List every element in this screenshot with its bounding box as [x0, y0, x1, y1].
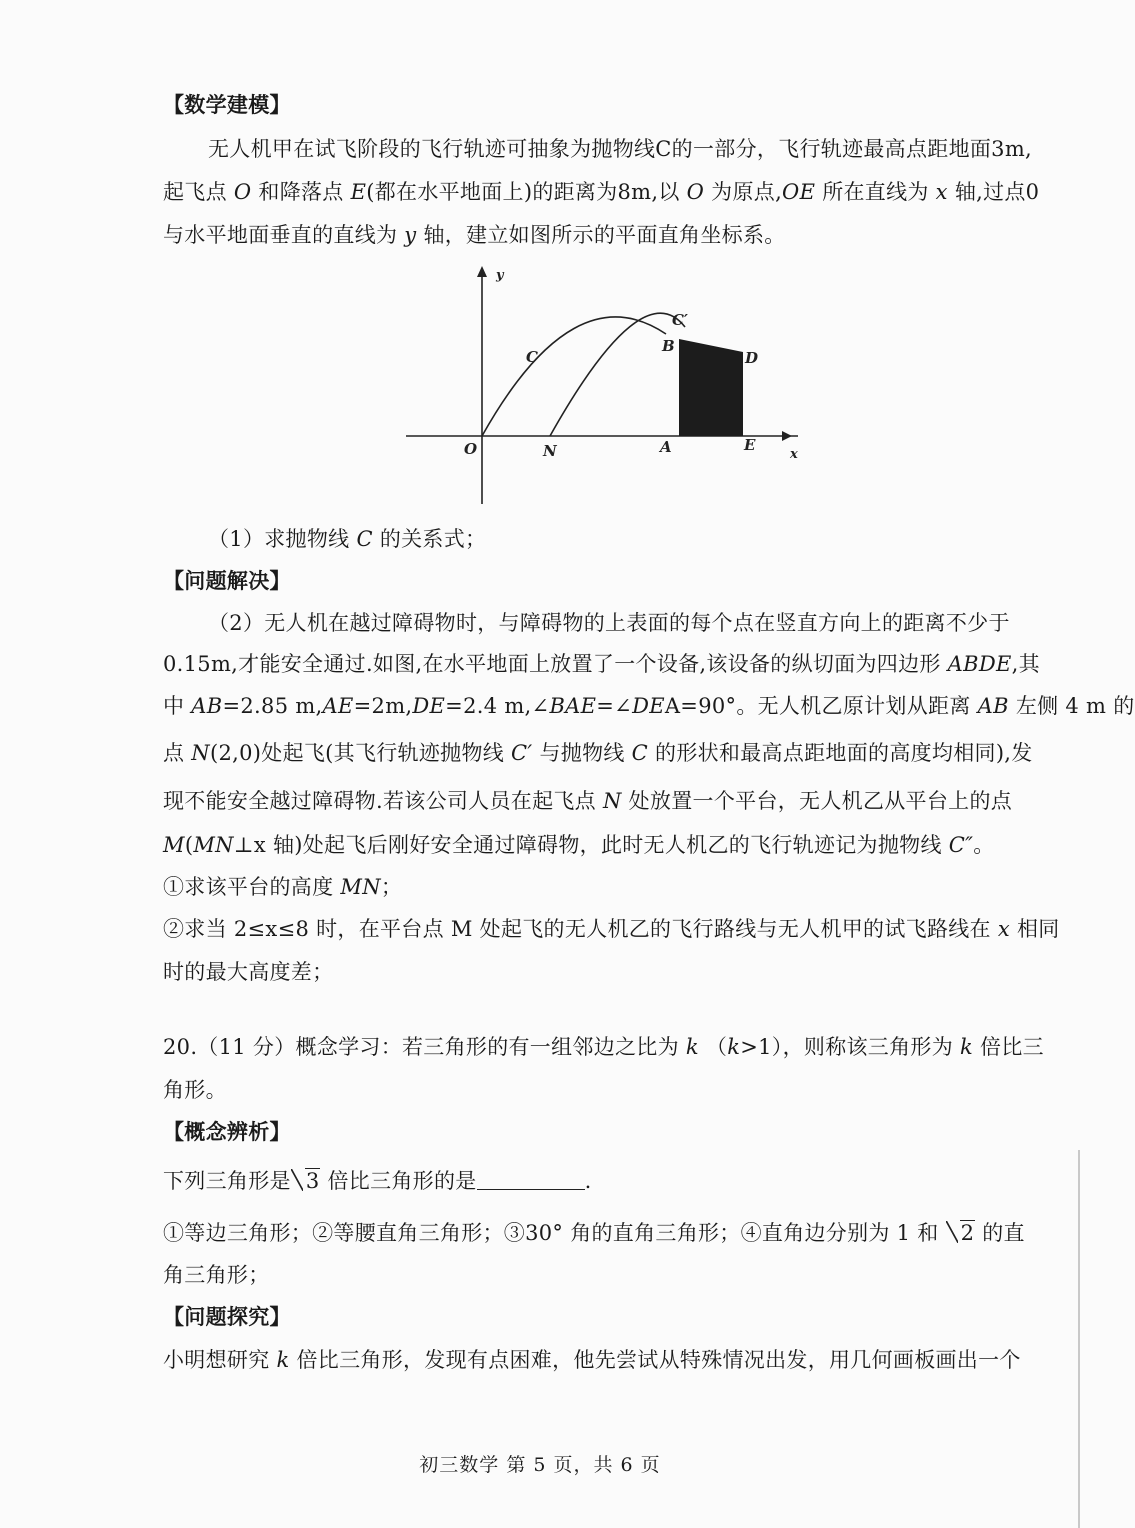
page-footer: 初三数学 第 5 页，共 6 页 [419, 1454, 661, 1476]
paragraph-line: 与水平地面垂直的直线为 y 轴，建立如图所示的平面直角坐标系。 [163, 223, 786, 247]
x-axis-arrow [782, 431, 792, 441]
question-1: （1）求抛物线 C 的关系式； [208, 527, 487, 551]
section-header-concept: 【概念辨析】 [163, 1119, 291, 1144]
paragraph-line: 点 N(2,0)处起飞(其飞行轨迹抛物线 C′ 与抛物线 C 的形状和最高点距地面的高度均相同),发 [163, 741, 1033, 765]
question-20-line: 小明想研究 k 倍比三角形，发现有点困难，他先尝试从特殊情况出发，用几何画板画出一个 [163, 1348, 1021, 1372]
label-d: D [745, 349, 759, 367]
paragraph-line: ①求该平台的高度 MN； [163, 875, 403, 899]
paragraph-line: 现不能安全越过障碍物.若该公司人员在起飞点 N 处放置一个平台，无人机乙从平台上的点 [163, 789, 1013, 813]
question-20-line: 20.（11 分）概念学习：若三角形的有一组邻边之比为 k （k>1），则称该三角形为 k 倍比三 [163, 1035, 1044, 1059]
coordinate-figure [400, 262, 810, 512]
paragraph-line: 时的最大高度差； [163, 960, 334, 984]
label-n: N [543, 442, 557, 460]
label-y: y [496, 268, 504, 283]
paragraph-line: 起飞点 O 和降落点 E(都在水平地面上)的距离为8m,以 O 为原点,OE 所在直线为 x 轴,过点0 [163, 180, 1040, 204]
question-20-line: ①等边三角形；②等腰直角三角形；③30° 角的直角三角形；④直角边分别为 1 和 2 的直 [163, 1218, 1036, 1248]
section-header-explore: 【问题探究】 [163, 1304, 291, 1329]
parabola-c-prime [550, 313, 685, 436]
sqrt-2: 2 [946, 1218, 976, 1248]
paragraph-line: ②求当 2≤x≤8 时，在平台点 M 处起飞的无人机乙的飞行路线与无人机甲的试飞路线在 x 相同 [163, 917, 1060, 941]
section-header-modeling: 【数学建模】 [163, 92, 291, 117]
y-axis-arrow [477, 266, 487, 277]
parabola-diagram [400, 262, 810, 512]
question-20-line: 角三角形； [163, 1263, 270, 1287]
paragraph-line: M(MN⊥x 轴)处起飞后刚好安全通过障碍物，此时无人机乙的飞行轨迹记为抛物线 C″。 [163, 833, 995, 857]
label-x: x [790, 447, 798, 462]
parabola-c [482, 317, 666, 436]
label-a: A [660, 438, 672, 456]
label-c-prime: C′ [672, 311, 688, 329]
page-edge-shadow [1078, 1150, 1080, 1528]
obstacle-abde [679, 339, 743, 436]
answer-blank [477, 1167, 585, 1190]
paragraph-line: 0.15m,才能安全通过.如图,在水平地面上放置了一个设备,该设备的纵切面为四边形 ABDE,其 [163, 652, 1040, 676]
label-e: E [744, 436, 756, 454]
question-20-line: 角形。 [163, 1078, 227, 1102]
section-header-problem-solving: 【问题解决】 [163, 568, 291, 593]
paragraph-line: （2）无人机在越过障碍物时，与障碍物的上表面的每个点在竖直方向上的距离不少于 [208, 611, 1010, 635]
sqrt-3: 3 [291, 1166, 321, 1196]
question-20-line: 下列三角形是 3 倍比三角形的是 . [163, 1166, 1036, 1196]
label-o: O [464, 440, 478, 458]
label-c: C [526, 348, 538, 366]
paragraph-line: 无人机甲在试飞阶段的飞行轨迹可抽象为抛物线C的一部分，飞行轨迹最高点距地面3m, [208, 137, 1033, 161]
label-b: B [662, 337, 675, 355]
paragraph-line: 中 AB=2.85 m,AE=2m,DE=2.4 m,∠BAE=∠DEA=90°。无人机乙原计划从距离 AB 左侧 4 m 的 [163, 694, 1135, 718]
